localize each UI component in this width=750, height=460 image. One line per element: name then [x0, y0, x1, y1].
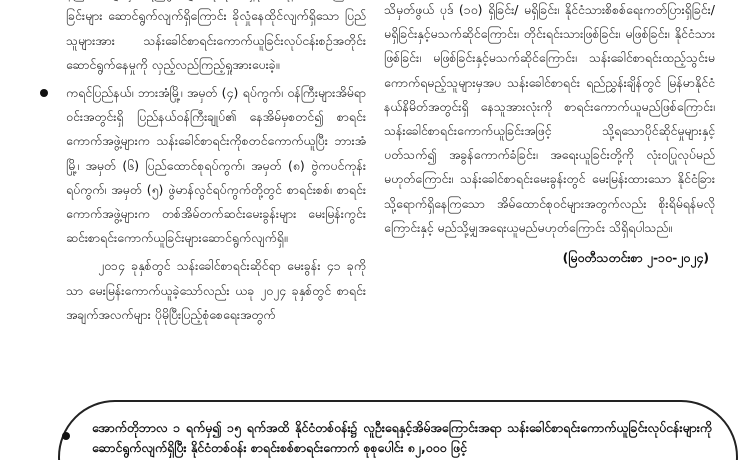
- left-column: [36, 0, 366, 327]
- date-line: (မြဝတီသတင်းစာ ၂-၁၀-၂၀၂၄): [562, 250, 709, 266]
- left-top-paragraph: ခြင်းများ ဆောင်ရွက်လျက်ရှိကြောင်း ခိုလှုံနေထိုင်လျက်ရှိသော ပြည်သူများအား သန်းခေါင်စာရင်းကောက်ယူခြင်းလုပ်ငန်းစဉ်အတိုင်း ဆောင်ရွက်နေမှုကို လှည့်လည်ကြည့်ရှုအားပေးခဲ့။: [66, 8, 366, 72]
- callout-text: အောက်တိုဘာလ ၁ ရက်မှ၍ ၁၅ ရက်အထိ နိုင်ငံတစ်ဝန်း၌ လူဦးရေနှင့်အိမ်အကြောင်းအရာ သန်းခေါင်စာရင်းကောက်ယူခြင်းလုပ်ငန်းများကို ဆောင်ရွက်လျက်ရှိပြီး နိုင်ငံတစ်ဝန်း စာရင်းစစ်စာရင်းကောက် စုစုပေါင်း ၈၂,၀၀၀ ဖြင့်: [92, 420, 712, 455]
- bullet-paragraph: ကရင်ပြည်နယ်၊ ဘားအံမြို့၊ အမှတ် (၄) ရပ်ကွက်၊ ဝန်ကြီးများအိမ်ရာဝင်းအတွင်းရှိ ပြည်နယ်ဝန်ကြီးချုပ်၏ နေအိမ်မှစတင်၍ စာရင်းကောက်အဖွဲ့များက သန်းခေါင်စာရင်းကိုစတင်ကောက်ယူပြီး ဘားအံမြို့၊ အမှတ် (၆) ပြည်ထောင်စုရပ်ကွက်၊ အမှတ် (၈) ဗွဲကပင်ကုန်းရပ်ကွက်၊ အမှတ် (၅) ဖွဲမာန်လွင်ရပ်ကွက်တို့တွင် စာရင်းစစ်၊ စာရင်းကောက်အဖွဲ့များက တစ်အိမ်တက်ဆင်းမေးခွန်းများ မေးမြန်းကွင်းဆင်းစာရင်းကောက်ယူခြင်းများဆောင်ရွက်လျက်ရှိ။: [66, 85, 366, 246]
- bullet-item: [36, 81, 366, 250]
- bullet-icon: [40, 89, 48, 97]
- right-column: [384, 0, 715, 270]
- indent-paragraph: ၂၀၁၄ ခုနှစ်တွင် သန်းခေါင်စာရင်းဆိုင်ရာ မေးခွန်း ၄၁ ခုကိုသာ မေးမြန်းကောက်ယူခဲ့သော်လည်း ယခု ၂၀၂၄ ခုနှစ်တွင် စာရင်းအချက်အလက်များ ပိုမိုပြီးပြည့်စုံစေရေးအတွက်: [66, 258, 366, 322]
- right-main-paragraph: သိမှတ်ဖွယ် ပုဒ် (၁၀) ရှိခြင်း/ မရှိခြင်း၊ နိုင်ငံသားစိစစ်ရေးကတ်ပြားရှိခြင်း/ မရှိခြင်းနှင့်မသက်ဆိုင်ကြောင်း၊ တိုင်းရင်းသားဖြစ်ခြင်း၊ မဖြစ်ခြင်း၊ နိုင်ငံသားဖြစ်ခြင်း၊ မဖြစ်ခြင်းနှင့်မသက်ဆိုင်ကြောင်း၊ သန်းခေါင်စာရင်းထည့်သွင်းမကောက်ရမည့်သူများမှအပ သန်းခေါင်စာရင်း ရည်ညွှန်းချိန်တွင် မြန်မာနိုင်ငံနယ်နိမိတ်အတွင်းရှိ နေသူအားလုံးကို စာရင်းကောက်ယူမည်ဖြစ်ကြောင်း၊ သန်းခေါင်စာရင်းကောက်ယူခြင်းအဖြင့် သို့ရသောပိုင်ဆိုင်မှုများနှင့်ပတ်သက်၍ အခွန်ကောက်ခံခြင်း၊ အရေးယူခြင်းတို့ကို လုံးဝပြုလုပ်မည်မဟုတ်ကြောင်း၊ သန်းခေါင်စာရင်းမေးခွန်းတွင် မေးမြန်းထားသော နိုင်ငံခြားသို့ရောက်ရှိနေကြသော အိမ်ထောင်စုဝင်များအတွက်လည်း စိုးရိမ်ရန်မလိုကြောင်းနှင့် မည်သို့မျှအရေးယူမည်မဟုတ်ကြောင်း သိရှိရပါသည်။: [384, 2, 715, 235]
- box-bullet-icon: [62, 432, 70, 440]
